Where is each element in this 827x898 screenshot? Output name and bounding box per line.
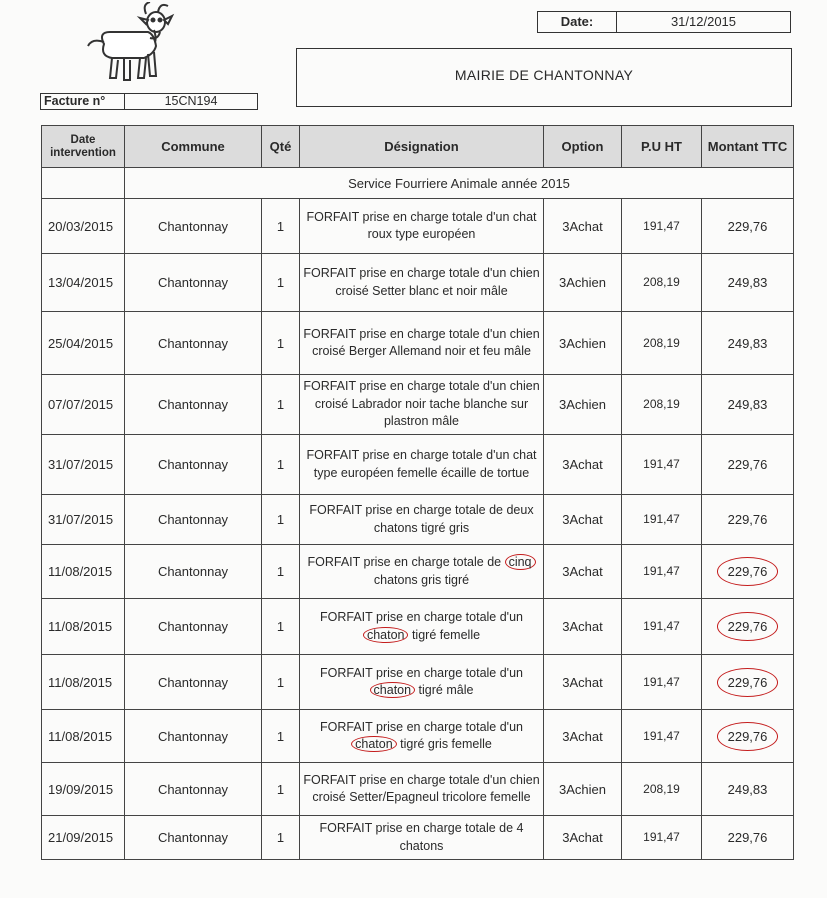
cell-option: 3Achien — [544, 254, 622, 312]
designation-text-before: FORFAIT prise en charge totale de — [307, 555, 505, 569]
cell-date: 13/04/2015 — [42, 254, 125, 312]
service-row — [42, 168, 794, 199]
cell-montant-ttc: 229,76 — [702, 199, 794, 254]
designation-text-before: FORFAIT prise en charge totale d'un — [320, 719, 523, 734]
cell-pu-ht: 191,47 — [622, 545, 702, 599]
cell-pu-ht: 208,19 — [622, 254, 702, 312]
cell-option: 3Achat — [544, 495, 622, 545]
cell-montant-ttc — [702, 599, 794, 655]
service-label: Service Fourriere Animale année 2015 — [125, 168, 794, 199]
cell-designation: FORFAIT prise en charge totale d'un chat roux type européen — [300, 199, 544, 254]
table-row — [42, 655, 794, 710]
col-header-montant-ttc: Montant TTC — [702, 126, 794, 168]
circled-word: chaton — [370, 682, 416, 698]
cell-date: 11/08/2015 — [42, 599, 125, 655]
cell-designation: FORFAIT prise en charge totale de 4 chatons — [300, 816, 544, 860]
cell-option: 3Achien — [544, 763, 622, 816]
designation-text-after: tigré femelle — [408, 627, 481, 642]
circled-word: chaton — [351, 736, 397, 752]
table-row — [42, 375, 794, 435]
facture-number: 15CN194 — [125, 93, 258, 110]
table-header-row — [42, 126, 794, 168]
designation-text-before: FORFAIT prise en charge totale d'un — [320, 610, 523, 624]
cell-qte: 1 — [262, 763, 300, 816]
cell-commune: Chantonnay — [125, 599, 262, 655]
table-row — [42, 816, 794, 860]
cell-date: 31/07/2015 — [42, 495, 125, 545]
cell-pu-ht: 191,47 — [622, 199, 702, 254]
cell-option: 3Achat — [544, 816, 622, 860]
cell-option: 3Achat — [544, 599, 622, 655]
cell-qte: 1 — [262, 495, 300, 545]
cell-pu-ht: 191,47 — [622, 816, 702, 860]
col-header-qte: Qté — [262, 126, 300, 168]
cell-montant-ttc — [702, 710, 794, 763]
invoice-table — [41, 125, 794, 860]
cell-option: 3Achat — [544, 655, 622, 710]
table-row — [42, 254, 794, 312]
cell-commune: Chantonnay — [125, 495, 262, 545]
cell-designation: FORFAIT prise en charge totale d'un chat type européen femelle écaille de tortue — [300, 435, 544, 495]
cell-montant-ttc: 249,83 — [702, 763, 794, 816]
cell-designation — [300, 599, 544, 655]
cell-date: 19/09/2015 — [42, 763, 125, 816]
cell-montant-ttc: 229,76 — [702, 495, 794, 545]
cell-montant-ttc — [702, 545, 794, 599]
table-row — [42, 545, 794, 599]
cell-option: 3Achat — [544, 199, 622, 254]
cell-date: 21/09/2015 — [42, 816, 125, 860]
table-row — [42, 495, 794, 545]
cell-designation — [300, 710, 544, 763]
cell-qte: 1 — [262, 199, 300, 254]
cell-commune: Chantonnay — [125, 312, 262, 375]
circled-amount: 229,76 — [717, 557, 779, 586]
cell-qte: 1 — [262, 655, 300, 710]
cell-pu-ht: 208,19 — [622, 375, 702, 435]
table-row — [42, 435, 794, 495]
designation-text-before: FORFAIT prise en charge totale d'un — [320, 665, 523, 680]
designation-text-after: chatons gris tigré — [373, 572, 470, 587]
cell-date: 11/08/2015 — [42, 655, 125, 710]
cell-qte: 1 — [262, 435, 300, 495]
col-header-commune: Commune — [125, 126, 262, 168]
date-label: Date: — [538, 12, 617, 32]
cell-pu-ht: 191,47 — [622, 435, 702, 495]
cell-date: 25/04/2015 — [42, 312, 125, 375]
cell-option: 3Achien — [544, 312, 622, 375]
cell-date: 07/07/2015 — [42, 375, 125, 435]
cell-commune: Chantonnay — [125, 375, 262, 435]
cell-designation: FORFAIT prise en charge totale d'un chien croisé Setter blanc et noir mâle — [300, 254, 544, 312]
cell-qte: 1 — [262, 312, 300, 375]
cell-commune: Chantonnay — [125, 254, 262, 312]
circled-word: cinq — [505, 554, 536, 570]
cell-commune: Chantonnay — [125, 710, 262, 763]
cell-designation: FORFAIT prise en charge totale d'un chien croisé Setter/Epagneul tricolore femelle — [300, 763, 544, 816]
cell-pu-ht: 191,47 — [622, 599, 702, 655]
cell-designation: FORFAIT prise en charge totale d'un chien croisé Labrador noir tache blanche sur plastron mâle — [300, 375, 544, 435]
cell-qte: 1 — [262, 254, 300, 312]
cell-commune: Chantonnay — [125, 199, 262, 254]
cell-qte: 1 — [262, 545, 300, 599]
col-header-designation: Désignation — [300, 126, 544, 168]
cell-commune: Chantonnay — [125, 435, 262, 495]
facture-box — [40, 93, 258, 110]
facture-label: Facture n° — [40, 93, 125, 110]
cell-option: 3Achat — [544, 710, 622, 763]
cell-montant-ttc: 249,83 — [702, 312, 794, 375]
col-header-date: Date intervention — [42, 126, 125, 168]
cell-pu-ht: 208,19 — [622, 763, 702, 816]
cell-pu-ht: 208,19 — [622, 312, 702, 375]
col-header-pu-ht: P.U HT — [622, 126, 702, 168]
table-row — [42, 199, 794, 254]
cell-montant-ttc: 229,76 — [702, 435, 794, 495]
cell-option: 3Achat — [544, 545, 622, 599]
table-row — [42, 599, 794, 655]
circled-amount: 229,76 — [717, 668, 779, 697]
cell-commune: Chantonnay — [125, 763, 262, 816]
cell-date: 11/08/2015 — [42, 545, 125, 599]
cell-designation: FORFAIT prise en charge totale de deux chatons tigré gris — [300, 495, 544, 545]
cell-designation: FORFAIT prise en charge totale d'un chien croisé Berger Allemand noir et feu mâle — [300, 312, 544, 375]
cell-montant-ttc: 229,76 — [702, 816, 794, 860]
table-row — [42, 763, 794, 816]
date-value: 31/12/2015 — [670, 14, 737, 29]
cell-pu-ht: 191,47 — [622, 710, 702, 763]
circled-amount: 229,76 — [717, 612, 779, 641]
date-box — [537, 11, 791, 33]
cell-pu-ht: 191,47 — [622, 655, 702, 710]
col-header-option: Option — [544, 126, 622, 168]
designation-text-after: tigré mâle — [415, 683, 474, 697]
cell-commune: Chantonnay — [125, 545, 262, 599]
cell-option: 3Achat — [544, 435, 622, 495]
mairie-title: MAIRIE DE CHANTONNAY — [296, 48, 792, 107]
cell-commune: Chantonnay — [125, 816, 262, 860]
cell-designation — [300, 655, 544, 710]
circled-amount: 229,76 — [717, 722, 779, 751]
cell-pu-ht: 191,47 — [622, 495, 702, 545]
cell-designation — [300, 545, 544, 599]
cell-qte: 1 — [262, 375, 300, 435]
service-empty-cell — [42, 168, 125, 199]
cell-qte: 1 — [262, 816, 300, 860]
cell-montant-ttc: 249,83 — [702, 254, 794, 312]
cell-date: 31/07/2015 — [42, 435, 125, 495]
cell-qte: 1 — [262, 710, 300, 763]
cell-montant-ttc — [702, 655, 794, 710]
cell-option: 3Achien — [544, 375, 622, 435]
circled-word: chaton — [363, 627, 409, 643]
cell-date: 11/08/2015 — [42, 710, 125, 763]
cell-commune: Chantonnay — [125, 655, 262, 710]
cell-qte: 1 — [262, 599, 300, 655]
designation-text-after: tigré gris femelle — [396, 737, 492, 751]
cell-montant-ttc: 249,83 — [702, 375, 794, 435]
table-row — [42, 312, 794, 375]
cell-date: 20/03/2015 — [42, 199, 125, 254]
goat-logo-icon — [84, 2, 184, 88]
table-row — [42, 710, 794, 763]
